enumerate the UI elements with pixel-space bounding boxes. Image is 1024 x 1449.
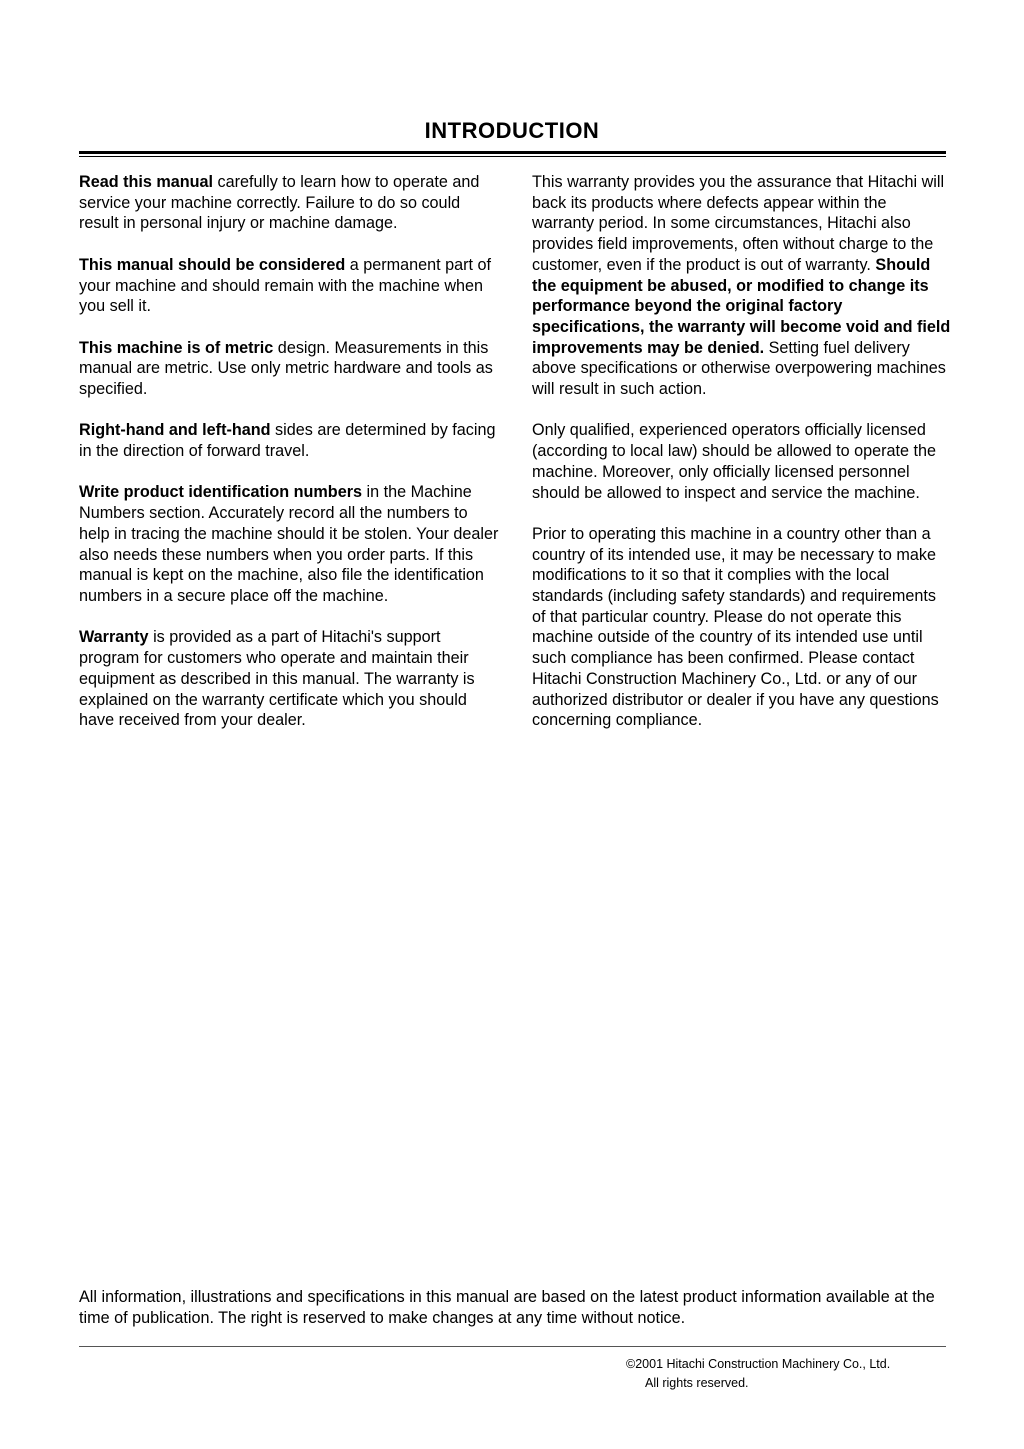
title-rule-thin (79, 156, 946, 157)
copyright-text: ©2001 Hitachi Construction Machinery Co., Ltd. (626, 1357, 891, 1371)
paragraph-lead: This machine is of metric (79, 338, 274, 357)
paragraph-read-manual (79, 172, 499, 234)
left-column (79, 172, 499, 752)
paragraph-warning: Should the equipment be abused, or modified to change its performance beyond the original factory specifications, the warranty will become void and field improvements may be denied. (532, 255, 951, 357)
paragraph-lead: Write product identification numbers (79, 483, 362, 502)
paragraph-body: in the Machine Numbers section. Accurately record all the numbers to help in tracing the machine should it be stolen. Your dealer also needs these numbers when you order parts. If this manual is kept on the machine, also file the identification numbers in a secure place off the machine. (79, 483, 499, 605)
right-column (532, 172, 952, 752)
paragraph-warranty-assurance (532, 172, 952, 400)
paragraph-body: carefully to learn how to operate and service your machine correctly. Failure to do so could result in personal injury or machine damage. (79, 173, 480, 233)
paragraph-body: a permanent part of your machine and should remain with the machine when you sell it. (79, 255, 492, 316)
paragraph-country-compliance: Prior to operating this machine in a country other than a country of its intended use, it may be necessary to make modifications to it so that it complies with the local standards (including safety standards) and requirements of that particular country. Please do not operate this machine outside of the country of its intended use until such compliance has been confirmed. Please contact Hitachi Construction Machinery Co., Ltd. or any of our authorized distributor or dealer if you have any questions concerning compliance. (532, 524, 939, 730)
publication-notice: All information, illustrations and specifications in this manual are based on the latest product information available at the time of publication. The right is reserved to make changes at any time without notice. (79, 1288, 935, 1327)
rights-text: All rights reserved. (645, 1376, 749, 1390)
paragraph-identification-numbers (79, 482, 499, 606)
paragraph-body: design. Measurements in this manual are metric. Use only metric hardware and tools as specified. (79, 338, 493, 398)
footer-rule (79, 1346, 946, 1347)
paragraph-body: is provided as a part of Hitachi's support program for customers who operate and maintain their equipment as described in this manual. The warranty is explained on the warranty certificate which you should have received from your dealer. (79, 628, 475, 730)
paragraph-body: This warranty provides you the assurance that Hitachi will back its products where defects appear within the warranty period. In some circumstances, Hitachi also provides field improvements, often without charge to the customer, even if the product is out of warranty. (532, 173, 945, 274)
paragraph-body: Setting fuel delivery above specifications or otherwise overpowering machines will result in such action. (532, 338, 946, 399)
paragraph-body: sides are determined by facing in the direction of forward travel. (79, 421, 496, 461)
paragraph-warranty (79, 627, 499, 731)
paragraph-lead: Right-hand and left-hand (79, 421, 271, 440)
paragraph-sides (79, 420, 499, 461)
paragraph-qualified-operators: Only qualified, experienced operators officially licensed (according to local law) should be allowed to operate the machine. Moreover, only officially licensed personnel should be allowed to inspect and service the machine. (532, 421, 937, 502)
title-rule-thick (79, 151, 946, 154)
paragraph-lead: Read this manual (79, 173, 214, 191)
paragraph-permanent-part (79, 255, 499, 317)
copyright-block (626, 1355, 926, 1393)
paragraph-metric-design (79, 338, 499, 400)
page-title: INTRODUCTION (424, 118, 600, 143)
paragraph-lead: This manual should be considered (79, 255, 346, 274)
paragraph-lead: Warranty (79, 628, 149, 647)
